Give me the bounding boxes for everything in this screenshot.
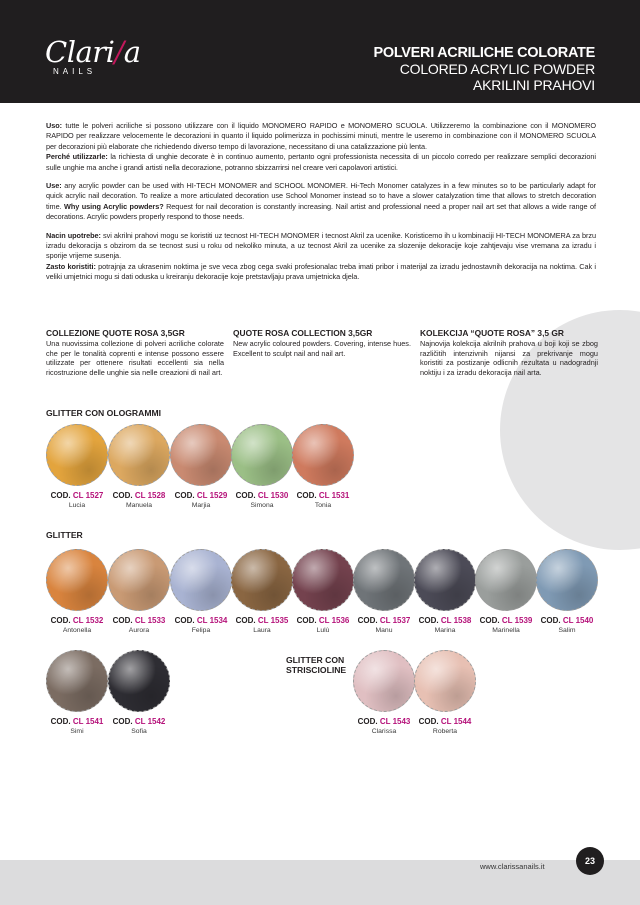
product-name: Marjia: [191, 502, 211, 509]
product-name: Simona: [250, 502, 274, 509]
swatch-cl-1543: [353, 650, 415, 712]
product-code: COD. CL 1527: [50, 491, 104, 500]
logo-wordmark: Clari: [45, 35, 115, 69]
swatch-cl-1542: [108, 650, 170, 712]
product-code: COD. CL 1541: [50, 717, 104, 726]
product-name: Antonella: [62, 627, 92, 634]
product-code: COD. CL 1536: [296, 616, 350, 625]
swatch-cl-1536: [292, 549, 354, 611]
product-name: Felipa: [191, 627, 211, 634]
product-code: COD. CL 1538: [418, 616, 472, 625]
product-code: COD. CL 1539: [479, 616, 533, 625]
product-code: COD. CL 1530: [235, 491, 289, 500]
product-name: Lucia: [68, 502, 86, 509]
product-name: Laura: [253, 627, 271, 634]
swatch-cl-1537: [353, 549, 415, 611]
page-number: 23: [576, 847, 604, 875]
product-code: COD. CL 1535: [235, 616, 289, 625]
swatch-cl-1530: [231, 424, 293, 486]
swatch-cl-1539: [475, 549, 537, 611]
product-code: COD. CL 1542: [112, 717, 166, 726]
product-name: Salim: [558, 627, 576, 634]
swatch-cl-1535: [231, 549, 293, 611]
collection-italian: COLLEZIONE QUOTE ROSA 3,5GR Una nuovissima collezione di polveri acriliche colorate che per le tonalità coprenti e intense possono essere utilizzate per ottenere risultati eccellenti sia nella ricostruzione delle unghie sia nelle creazioni di nail art.: [46, 328, 224, 377]
title-italian: POLVERI ACRILICHE COLORATE: [373, 45, 595, 61]
product-code: COD. CL 1543: [357, 717, 411, 726]
swatch-cl-1531: [292, 424, 354, 486]
product-name: Clarissa: [371, 728, 397, 735]
logo-subtitle: NAILS: [53, 67, 97, 76]
product-code: COD. CL 1540: [540, 616, 594, 625]
intro-english: Use: any acrylic powder can be used with HI-TECH MONOMER and SCHOOL MONOMER. Hi-Tech Monomer catalyzes in a few minutes so to be particularly adapt for quick acrylic nail decoration. To realize a more articulated decoration use School Monomer instead so to have a slower catalyzation time that allows to stretch decoration time. Why using Acrylic powders? Request for nail decoration is constantly increasing. Nail artist and professional need a proper nail art set that allows a wide range of decorations. Acrylic powders properly respond to those needs.: [46, 181, 596, 222]
brand-logo: [45, 35, 141, 76]
product-name: Lulù: [316, 627, 330, 634]
intro-text: [46, 121, 596, 291]
swatch-cl-1540: [536, 549, 598, 611]
page-header: [0, 0, 640, 103]
product-name: Manuela: [125, 502, 153, 509]
section-title-striscioline: GLITTER CON STRISCIOLINE: [286, 655, 347, 675]
swatch-cl-1541: [46, 650, 108, 712]
product-name: Simi: [70, 728, 84, 735]
product-name: Tonia: [314, 502, 332, 509]
product-code: COD. CL 1531: [296, 491, 350, 500]
product-code: COD. CL 1534: [174, 616, 228, 625]
product-code: COD. CL 1529: [174, 491, 228, 500]
swatch-cl-1528: [108, 424, 170, 486]
section-title-ologrammi: GLITTER CON OLOGRAMMI: [46, 408, 162, 418]
intro-italian: Uso: tutte le polveri acriliche si possono utilizzare con il liquido MONOMERO RAPIDO e MONOMERO SCUOLA. Utilizzeremo la combinazione con il MONOMERO RAPIDO per realizzare velocemente le decorazioni in quanto il liquido polimerizza in pochissimi minuti, mentre le useremo in combinazione con il MONOMERO SCUOLA per decorazioni più elaborate che richiedendo diverso tempo di lavorazione, necessitano di una catalizzazione più lenta. Perché utilizzarle: la richiesta di unghie decorate è in continuo aumento, pertanto ogni professionista necessita di un piccolo corredo per realizzare semplici decorazioni sulle unghie ma anche i grandi artisti nella decorazione, potranno sbizzarrirsi nel creare veri capolavori artistici.: [46, 121, 596, 172]
product-code: COD. CL 1544: [418, 717, 472, 726]
swatch-cl-1532: [46, 549, 108, 611]
website-url: www.clarissanails.it: [480, 862, 545, 871]
title-english: COLORED ACRYLIC POWDER: [399, 61, 595, 77]
title-croatian: AKRILINI PRAHOVI: [472, 77, 595, 93]
product-name: Roberta: [432, 728, 458, 735]
collection-english: QUOTE ROSA COLLECTION 3,5GR New acrylic coloured powders. Covering, intense hues. Excellent to sculpt nail and nail art.: [233, 328, 411, 358]
header-titles: [373, 45, 595, 93]
swatch-cl-1534: [170, 549, 232, 611]
product-code: COD. CL 1528: [112, 491, 166, 500]
intro-croatian: Nacin upotrebe: svi akrilni prahovi mogu se koristiti uz tecnost HI-TECH MONOMER i tecnost Akril za ucenike. Koristicemo ih u kombinaciji HI-TECH MONOMERA za brzu izradu dekoracija s obzirom da se tecnost susi u roku od nekoliko minuta, a uz tecnost Akril za ucenike za slozenije dekoracije koje zahtjevaju vise vremana za izradu i sporije vrijeme susenja. Zasto koristiti: potrajnja za ukrasenim noktima je sve veca zbog cega svaki profesionalac treba imati pribor i materijal za izradu jednostavnih dekoracija na noktima. Cak i veliki umjetnici mogu si dati oduska u kreiranju dekoracije koje pretstavljaju prava umjetnicka djela.: [46, 230, 596, 282]
collection-croatian: KOLEKCIJA “QUOTE ROSA” 3,5 GR Najnovija kolekcija akrilnih prahova u boji koji se zbog različitih intenzivnih nijansi za prekrivanje mogu koristiti za postizanje odlicnih rezultata u nadogradnji noktiju i za izradu dekoracija nail arta.: [420, 328, 598, 377]
product-name: Sofia: [131, 728, 147, 735]
swatch-cl-1533: [108, 549, 170, 611]
product-name: Aurora: [128, 627, 150, 634]
logo-accent: /: [114, 35, 124, 69]
product-code: COD. CL 1533: [112, 616, 166, 625]
product-code: COD. CL 1537: [357, 616, 411, 625]
logo-wordmark-end: a: [123, 35, 141, 69]
product-name: Marina: [434, 627, 456, 634]
swatch-cl-1544: [414, 650, 476, 712]
swatch-cl-1538: [414, 549, 476, 611]
product-code: COD. CL 1532: [50, 616, 104, 625]
product-name: Marinella: [492, 627, 520, 634]
product-name: Manu: [375, 627, 393, 634]
swatch-cl-1527: [46, 424, 108, 486]
section-title-glitter: GLITTER: [46, 530, 83, 540]
swatch-cl-1529: [170, 424, 232, 486]
